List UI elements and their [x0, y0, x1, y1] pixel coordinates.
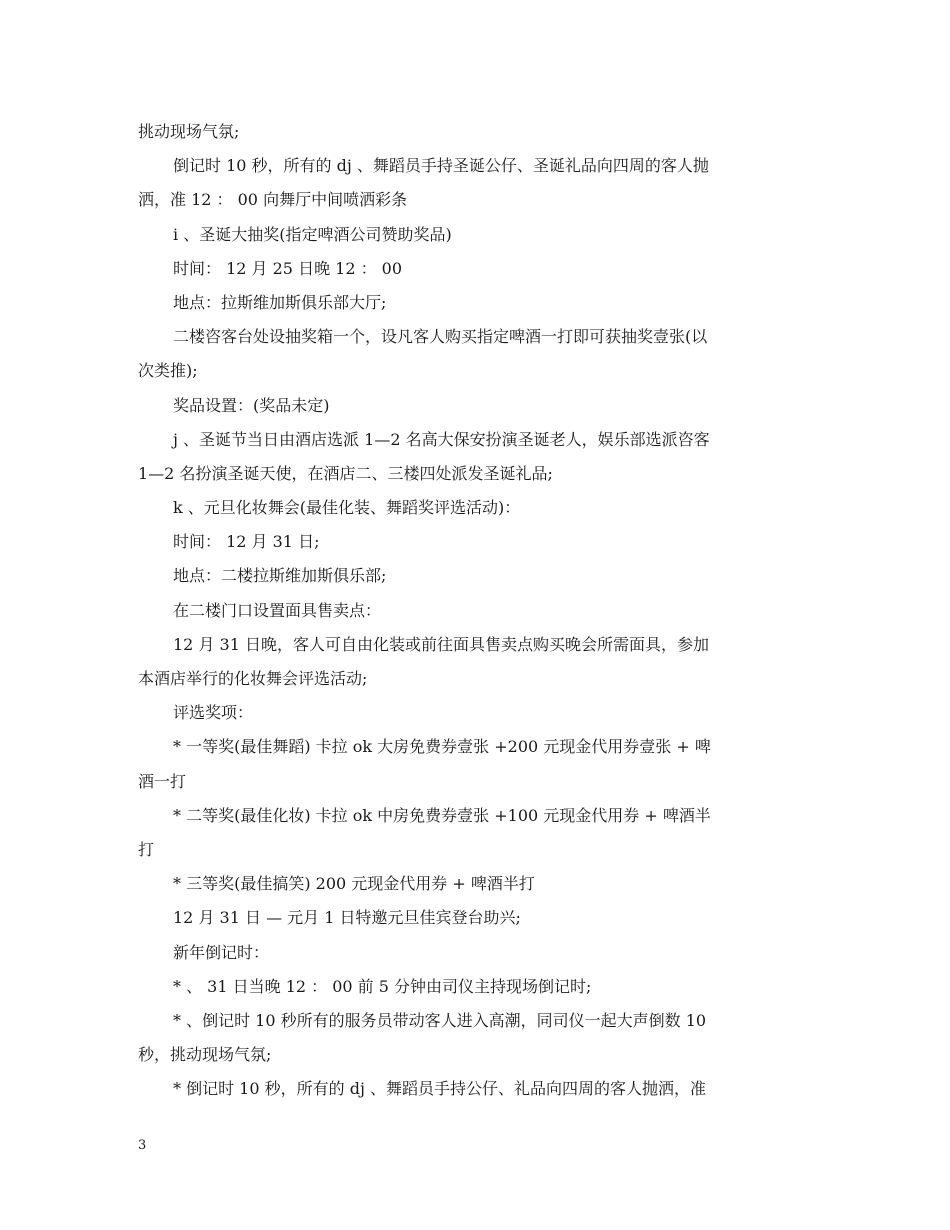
document-body [138, 115, 814, 1106]
text-line: * 倒记时 10 秒，所有的 dj 、舞蹈员手持公仔、礼品向四周的客人抛洒，准 [173, 1079, 706, 1099]
text-line: 打 [138, 839, 155, 859]
text-line: 12 月 31 日 — 元月 1 日特邀元旦佳宾登台助兴; [173, 908, 521, 928]
text-line: 12 月 31 日晚，客人可自由化装或前往面具售卖点购买晚会所需面具，参加 [173, 634, 709, 654]
text-line: i 、圣诞大抽奖(指定啤酒公司赞助奖品) [173, 224, 452, 244]
text-line: 奖品设置：(奖品未定) [173, 395, 330, 415]
text-line: j 、圣诞节当日由酒店选派 1—2 名高大保安扮演圣诞老人，娱乐部选派咨客 [173, 429, 710, 449]
page-number: 3 [138, 1138, 147, 1153]
text-line: 秒，挑动现场气氛; [138, 1045, 272, 1065]
text-line: 二楼咨客台处设抽奖箱一个，设凡客人购买指定啤酒一打即可获抽奖壹张(以 [173, 327, 708, 347]
text-line: 挑动现场气氛; [138, 122, 240, 141]
text-line: 时间： 12 月 25 日晚 12 ： 00 [173, 258, 403, 278]
text-line: 地点：二楼拉斯维加斯俱乐部; [173, 566, 387, 586]
text-line: 洒，准 12 ： 00 向舞厅中间喷洒彩条 [138, 190, 408, 210]
text-line: 评选奖项： [173, 703, 254, 723]
text-line: 1—2 名扮演圣诞天使，在酒店二、三楼四处派发圣诞礼品; [138, 463, 553, 483]
text-line: 时间： 12 月 31 日; [173, 532, 320, 552]
text-line: * 、倒记时 10 秒所有的服务员带动客人进入高潮，同司仪一起大声倒数 10 [173, 1010, 707, 1030]
text-line: 在二楼门口设置面具售卖点： [173, 600, 382, 620]
text-line: k 、元旦化妆舞会(最佳化装、舞蹈奖评选活动)： [173, 498, 521, 518]
text-line: 本酒店举行的化妆舞会评选活动; [138, 669, 368, 688]
text-line: 酒一打 [138, 771, 187, 791]
text-line: * 一等奖(最佳舞蹈) 卡拉 ok 大房免费券壹张 +200 元现金代用券壹张 + 啤 [173, 737, 711, 757]
text-line: * 三等奖(最佳搞笑) 200 元现金代用券 + 啤酒半打 [173, 874, 535, 894]
text-line: * 、 31 日当晚 12 ： 00 前 5 分钟由司仪主持现场倒记时; [173, 976, 592, 996]
text-line: * 二等奖(最佳化妆) 卡拉 ok 中房免费券壹张 +100 元现金代用券 + 啤酒半 [173, 805, 711, 825]
text-line: 地点：拉斯维加斯俱乐部大厅; [173, 292, 387, 312]
text-line: 新年倒记时： [173, 942, 270, 962]
text-line: 次类推); [138, 361, 198, 381]
text-line: 倒记时 10 秒，所有的 dj 、舞蹈员手持圣诞公仔、圣诞礼品向四周的客人抛 [173, 156, 709, 176]
